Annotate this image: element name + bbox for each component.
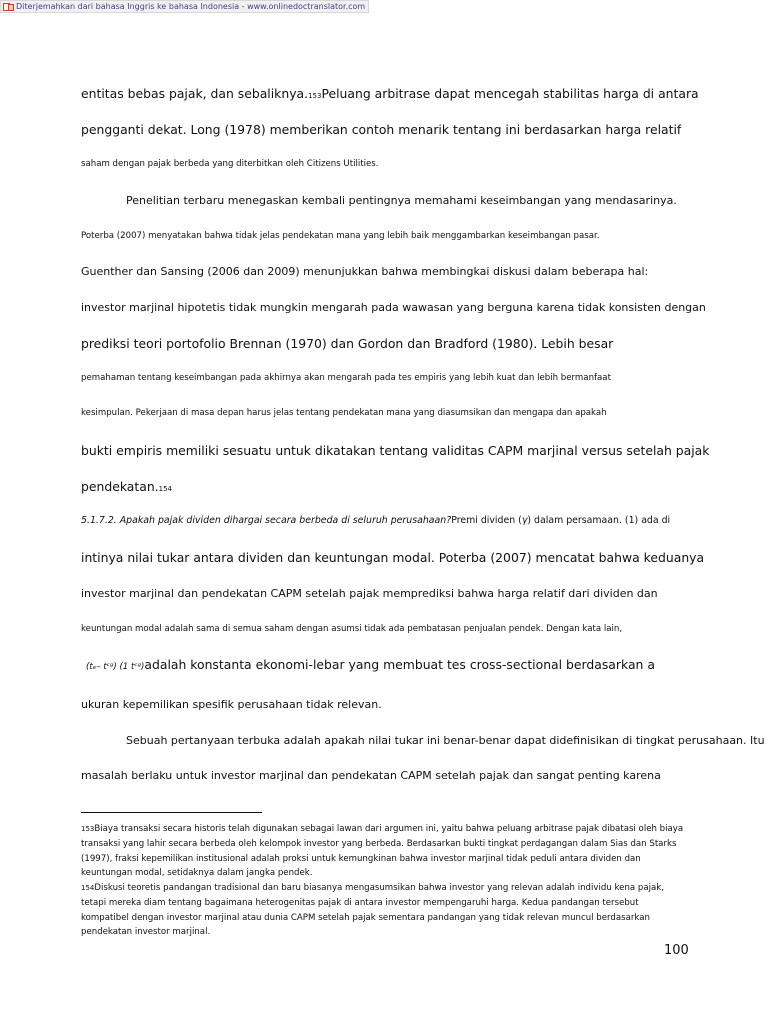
body-line-17: (tₑ– tᶜᵍ) (1 tᶜᵍ)adalah konstanta ekonomi-lebar yang membuat tes cross-sectional berdasarkan a <box>86 657 655 672</box>
translator-banner[interactable] <box>0 0 369 13</box>
body-line-19: Sebuah pertanyaan terbuka adalah apakah nilai tukar ini benar-benar dapat didefinisikan di tingkat perusahaan. Itu <box>126 734 765 747</box>
body-line-6: Guenther dan Sansing (2006 dan 2009) menunjukkan bahwa membingkai diskusi dalam beberapa hal: <box>81 265 649 278</box>
body-line-20: masalah berlaku untuk investor marjinal dan pendekatan CAPM setelah pajak dan sangat penting karena <box>81 769 661 782</box>
footnote-ref-154: 154 <box>158 485 172 493</box>
formula: (tₑ– tᶜᵍ) (1 tᶜᵍ) <box>86 662 145 672</box>
body-line-12: pendekatan.154 <box>81 479 172 494</box>
body-line-1: entitas bebas pajak, dan sebaliknya.153Peluang arbitrase dapat mencegah stabilitas harga di antara <box>81 86 699 101</box>
footnote-153: 153Biaya transaksi secara historis telah digunakan sebagai lawan dari argumen ini, yaitu bahwa peluang arbitrase pajak dibatasi oleh biaya transaksi yang lahir secara berbeda oleh kelompok investor yang berbeda. Berdasarkan bukti tingkat perdagangan dalam Sias dan Starks (1997), fraksi kepemilikan institusional adalah proksi untuk kemungkinan bahwa investor marjinal tidak peduli antara dividen dan keuntungan modal, setidaknya dalam jangka pendek. <box>81 824 684 879</box>
body-line-3: saham dengan pajak berbeda yang diterbitkan oleh Citizens Utilities. <box>81 159 379 169</box>
body-line-2: pengganti dekat. Long (1978) memberikan contoh menarik tentang ini berdasarkan harga relatif <box>81 122 682 137</box>
body-line-4: Penelitian terbaru menegaskan kembali pentingnya memahami keseimbangan yang mendasarinya. <box>126 194 677 207</box>
section-heading-line: 5.1.7.2. Apakah pajak dividen dihargai secara berbeda di seluruh perusahaan?Premi dividen (γ) dalam persamaan. (1) ada di <box>81 515 671 526</box>
body-line-5: Poterba (2007) menyatakan bahwa tidak jelas pendekatan mana yang lebih baik menggambarkan keseimbangan pasar. <box>81 231 600 241</box>
footnote-rule <box>81 812 262 813</box>
body-line-11: bukti empiris memiliki sesuatu untuk dikatakan tentang validitas CAPM marjinal versus setelah pajak <box>81 443 710 458</box>
body-line-15: investor marjinal dan pendekatan CAPM setelah pajak memprediksi bahwa harga relatif dari dividen dan <box>81 587 658 600</box>
banner-text: Diterjemahkan dari bahasa Inggris ke bahasa Indonesia - www.onlinedoctranslator.com <box>16 1 366 11</box>
body-line-7: investor marjinal hipotetis tidak mungkin mengarah pada wawasan yang berguna karena tidak konsisten dengan <box>81 301 706 314</box>
document-icon <box>3 3 14 10</box>
footnote-154: 154Diskusi teoretis pandangan tradisional dan baru biasanya mengasumsikan bahwa investor yang relevan adalah individu kena pajak, tetapi mereka diam tentang bagaimana heterogenitas pajak di antara investor mempengaruhi harga. Kedua pandangan tersebut kompatibel dengan investor marjinal atau dunia CAPM setelah pajak sementara pandangan yang tidak relevan muncul berdasarkan pendekatan investor marjinal. <box>81 883 664 938</box>
section-heading: 5.1.7.2. Apakah pajak dividen dihargai secara berbeda di seluruh perusahaan? <box>81 515 452 526</box>
page-number: 100 <box>664 943 689 958</box>
body-line-14: intinya nilai tukar antara dividen dan keuntungan modal. Poterba (2007) mencatat bahwa keduanya <box>81 550 705 565</box>
body-line-18: ukuran kepemilikan spesifik perusahaan tidak relevan. <box>81 698 382 711</box>
body-line-9: pemahaman tentang keseimbangan pada akhirnya akan mengarah pada tes empiris yang lebih kuat dan lebih bermanfaat <box>81 373 611 383</box>
body-line-8: prediksi teori portofolio Brennan (1970) dan Gordon dan Bradford (1980). Lebih besar <box>81 336 614 351</box>
body-line-16: keuntungan modal adalah sama di semua saham dengan asumsi tidak ada pembatasan penjualan pendek. Dengan kata lain, <box>81 624 623 634</box>
footnote-ref-153: 153 <box>308 92 322 100</box>
body-line-10: kesimpulan. Pekerjaan di masa depan harus jelas tentang pendekatan mana yang diasumsikan dan mengapa dan apakah <box>81 408 607 418</box>
